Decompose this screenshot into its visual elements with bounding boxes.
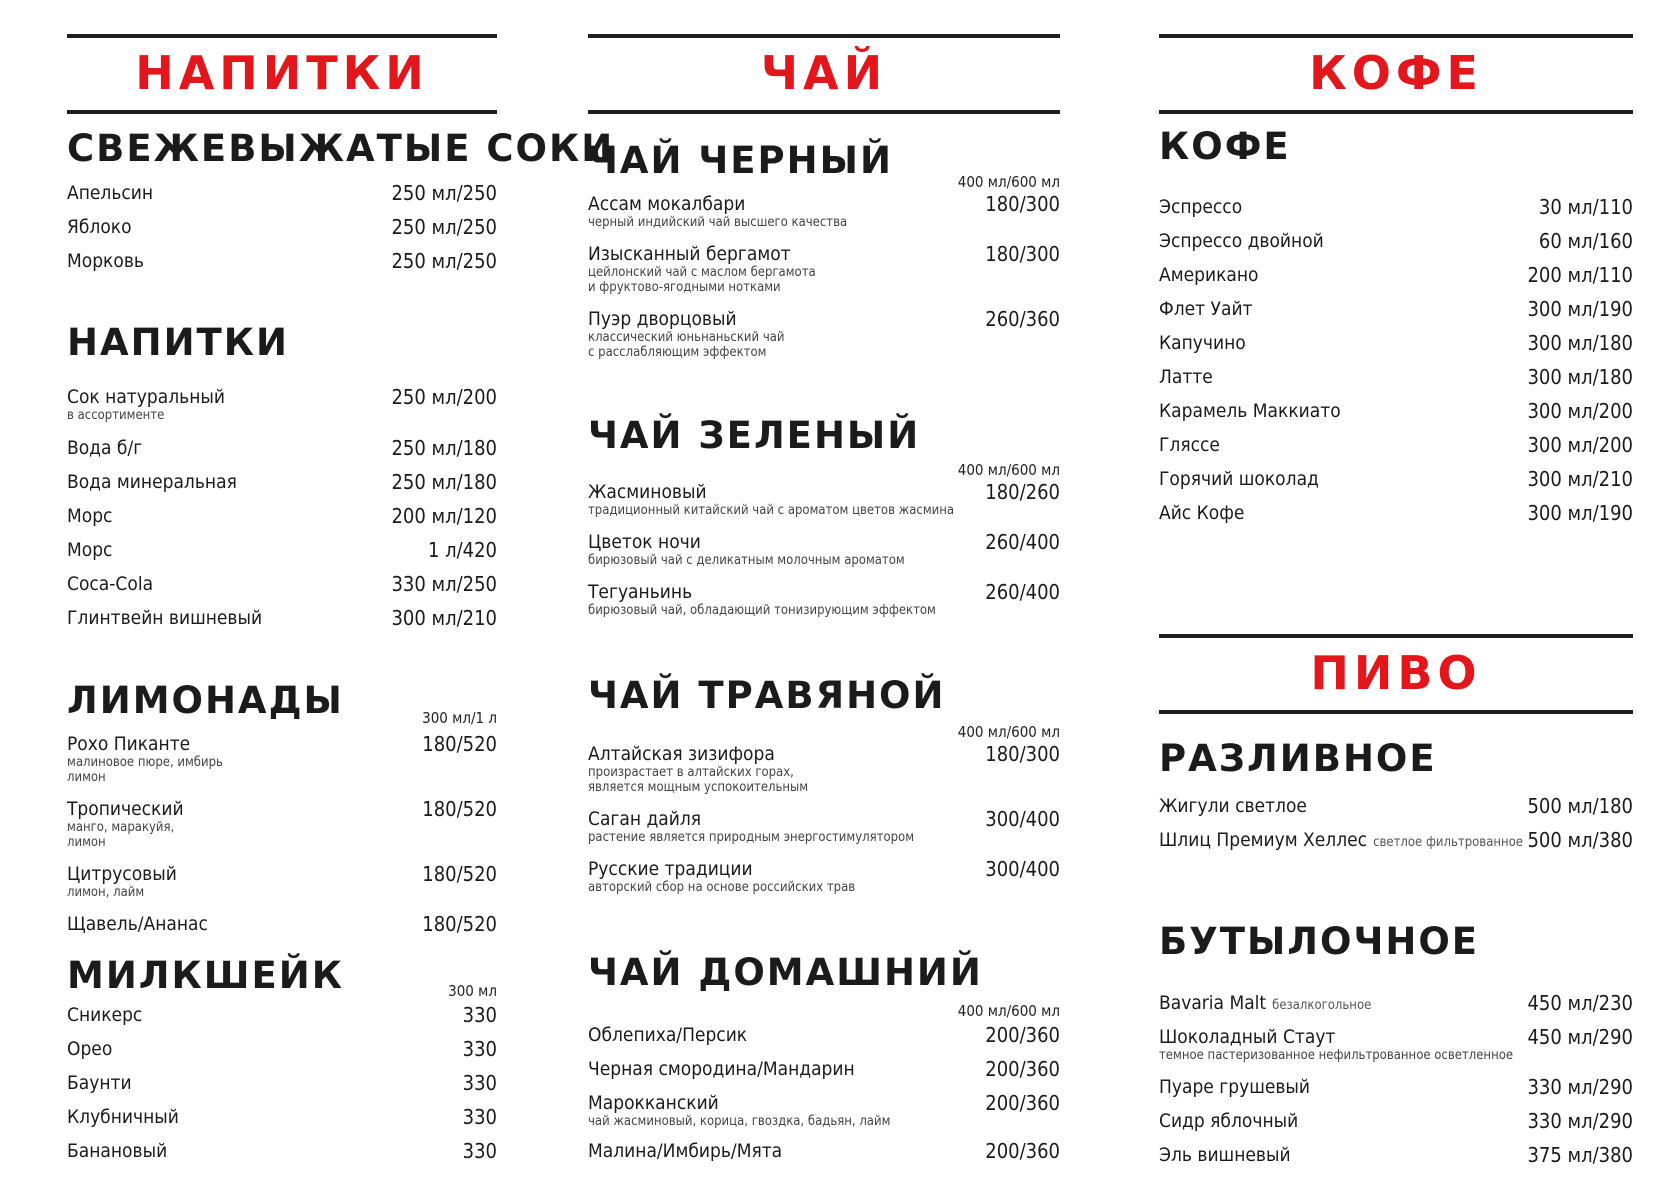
banner-tea [588,34,1060,114]
section-title-draft-beer: РАЗЛИВНОЕ [1159,737,1437,780]
menu-item [67,1004,497,1026]
menu-item [1159,829,1633,854]
menu-item [588,1058,1060,1080]
item-description: бирюзовый чай, обладающий тонизирующим эффектом [588,603,936,618]
size-header: 300 мл [448,982,497,1000]
item-price: 180/520 [422,797,497,821]
item-name: Coca-Cola [67,573,154,595]
item-name: Рохо Пиканте [67,733,191,755]
item-price: 375 мл/380 [1527,1143,1633,1167]
item-name-text: Bavaria Malt [1159,992,1267,1014]
item-price: 200 мл/110 [1527,263,1633,287]
item-price: 300 мл/210 [391,606,497,630]
item-name: Малина/Имбирь/Мята [588,1140,783,1162]
item-price: 330 [462,1139,497,1163]
item-price: 330 мл/250 [391,572,497,596]
item-price: 250 мл/200 [391,385,497,409]
size-header: 400 мл/600 мл [957,173,1060,191]
section-title-drinks: НАПИТКИ [67,321,289,364]
item-price: 180/300 [985,742,1060,766]
item-description: классический юньнаньский чай [588,330,785,345]
item-name: Тропический [67,798,184,820]
item-description: бирюзовый чай с деликатным молочным ароматом [588,553,905,568]
menu-item [588,1092,1060,1129]
banner-title: ЧАЙ [760,46,888,100]
menu-item [1159,502,1633,524]
item-price: 200/360 [985,1139,1060,1163]
item-price: 180/520 [422,912,497,936]
banner-drinks [67,34,497,114]
item-price: 180/520 [422,732,497,756]
item-price: 300 мл/180 [1527,331,1633,355]
banner-beer [1159,634,1633,714]
menu-item [1159,1110,1633,1132]
section-title-green-tea: ЧАЙ ЗЕЛЕНЫЙ [588,414,921,457]
menu-item [1159,468,1633,490]
item-price: 200 мл/120 [391,504,497,528]
menu-item [588,858,1060,895]
item-description: лимон [67,835,106,850]
item-price: 180/260 [985,480,1060,504]
item-name: Банановый [67,1140,168,1162]
item-price: 180/520 [422,862,497,886]
item-description: черный индийский чай высшего качества [588,215,848,230]
menu-item [67,1072,497,1094]
menu-item [588,243,1060,295]
item-price: 300/400 [985,857,1060,881]
item-description: лимон, лайм [67,885,145,900]
menu-item [588,581,1060,618]
item-name: Цитрусовый [67,863,177,885]
section-title-coffee: КОФЕ [1159,125,1291,168]
item-price: 330 [462,1071,497,1095]
menu-item [588,308,1060,360]
menu-item [67,505,497,527]
banner-rule-top [67,34,497,38]
menu-item [67,913,497,935]
item-name: Эспрессо [1159,196,1243,218]
item-price: 200/360 [985,1091,1060,1115]
item-description: в ассортименте [67,408,165,423]
item-description: цейлонский чай с маслом бергамота [588,265,816,280]
item-name: Капучино [1159,332,1246,354]
menu-item [67,1038,497,1060]
menu-item [1159,992,1633,1017]
item-name: Пуэр дворцовый [588,308,737,330]
item-name: Цветок ночи [588,531,701,553]
menu-item [1159,795,1633,817]
item-price: 450 мл/290 [1527,1025,1633,1049]
section-title-milkshake: МИЛКШЕЙК [67,954,344,997]
item-price: 300 мл/200 [1527,399,1633,423]
menu-item [67,250,497,272]
item-price: 200/360 [985,1023,1060,1047]
item-price: 250 мл/250 [391,249,497,273]
item-name: Жасминовый [588,481,707,503]
banner-title: НАПИТКИ [135,46,429,100]
item-name: Щавель/Ананас [67,913,208,935]
menu-item [1159,298,1633,320]
item-name: Орео [67,1038,113,1060]
menu-item [588,481,1060,518]
section-title-bottled-beer: БУТЫЛОЧНОЕ [1159,920,1480,963]
item-description: авторский сбор на основе российских трав [588,880,856,895]
item-price: 300 мл/180 [1527,365,1633,389]
item-name: Саган дайля [588,808,702,830]
item-price: 30 мл/110 [1538,195,1633,219]
item-name-text: Шлиц Премиум Хеллес [1159,829,1368,851]
banner-coffee [1159,34,1633,114]
item-name: Жигули светлое [1159,795,1307,817]
menu-item [588,531,1060,568]
menu-item [67,386,497,423]
menu-item [67,539,497,561]
size-header: 400 мл/600 мл [957,461,1060,479]
item-description: лимон [67,770,106,785]
item-price: 300/400 [985,807,1060,831]
item-price: 300 мл/190 [1527,501,1633,525]
item-description: чай жасминовый, корица, гвоздка, бадьян, лайм [588,1114,891,1129]
item-name: Изысканный бергамот [588,243,791,265]
item-price: 330 мл/290 [1527,1109,1633,1133]
item-price: 300 мл/210 [1527,467,1633,491]
menu-item [1159,366,1633,388]
item-name: Сок натуральный [67,386,225,408]
menu-item [67,1140,497,1162]
item-name: Тегуаньинь [588,581,693,603]
banner-title: ПИВО [1310,646,1482,700]
item-name: Эль вишневый [1159,1144,1291,1166]
item-name: Флет Уайт [1159,298,1253,320]
item-description: и фруктово-ягодными нотками [588,280,781,295]
item-description: манго, маракуйя, [67,820,175,835]
size-header: 400 мл/600 мл [957,1002,1060,1020]
size-header: 300 мл/1 л [422,709,497,727]
banner-rule-bottom [1159,710,1633,714]
item-name: Сидр яблочный [1159,1110,1299,1132]
item-name: Облепиха/Персик [588,1024,748,1046]
menu-item [1159,264,1633,286]
section-title-home-tea: ЧАЙ ДОМАШНИЙ [588,951,983,994]
section-title-juices: СВЕЖЕВЫЖАТЫЕ СОКИ [67,127,615,170]
item-name: Ассам мокалбари [588,193,746,215]
menu-item [1159,434,1633,456]
item-description: традиционный китайский чай с ароматом цветов жасмина [588,503,955,518]
banner-rule-bottom [67,110,497,114]
menu-item [67,182,497,204]
item-name: Айс Кофе [1159,502,1245,524]
item-name: Гляссе [1159,434,1220,456]
item-description: малиновое пюре, имбирь [67,755,223,770]
item-price: 330 [462,1003,497,1027]
banner-rule-top [1159,634,1633,638]
item-note: безалкогольное [1272,998,1372,1013]
item-name: Морс [67,539,113,561]
item-price: 500 мл/180 [1527,794,1633,818]
item-name: Вода минеральная [67,471,237,493]
item-price: 250 мл/250 [391,181,497,205]
menu-item [1159,1144,1633,1166]
item-name: Баунти [67,1072,132,1094]
item-description: является мощным успокоительным [588,780,809,795]
menu-item [588,743,1060,795]
item-price: 330 [462,1105,497,1129]
menu-item [67,216,497,238]
item-name: Клубничный [67,1106,179,1128]
banner-rule-bottom [588,110,1060,114]
item-name: Алтайская зизифора [588,743,775,765]
banner-rule-bottom [1159,110,1633,114]
banner-title: КОФЕ [1309,46,1483,100]
banner-rule-top [588,34,1060,38]
item-price: 60 мл/160 [1538,229,1633,253]
item-name: Пуаре грушевый [1159,1076,1311,1098]
menu-item [588,193,1060,230]
menu-item [1159,1076,1633,1098]
menu-item [67,607,497,629]
item-note: светлое фильтрованное [1373,835,1524,850]
item-name: Эспрессо двойной [1159,230,1324,252]
item-description: произрастает в алтайских горах, [588,765,794,780]
item-price: 260/400 [985,530,1060,554]
item-price: 180/300 [985,242,1060,266]
banner-rule-top [1159,34,1633,38]
item-price: 260/400 [985,580,1060,604]
item-price: 250 мл/180 [391,436,497,460]
menu-item [67,471,497,493]
item-name: Глинтвейн вишневый [67,607,263,629]
item-name: Морковь [67,250,144,272]
item-name: Американо [1159,264,1259,286]
item-price: 300 мл/200 [1527,433,1633,457]
item-price: 500 мл/380 [1527,828,1633,852]
item-price: 200/360 [985,1057,1060,1081]
menu-item [67,863,497,900]
item-description: растение является природным энергостимулятором [588,830,915,845]
size-header: 400 мл/600 мл [957,723,1060,741]
menu-item [67,573,497,595]
item-price: 330 мл/290 [1527,1075,1633,1099]
item-price: 260/360 [985,307,1060,331]
item-name: Яблоко [67,216,132,238]
item-name: Морс [67,505,113,527]
menu-item [67,798,497,850]
menu-item [1159,230,1633,252]
menu-item [1159,332,1633,354]
menu-item [1159,196,1633,218]
item-name: Вода б/г [67,437,143,459]
section-title-herbal-tea: ЧАЙ ТРАВЯНОЙ [588,674,946,717]
item-name: Марокканский [588,1092,719,1114]
item-price: 300 мл/190 [1527,297,1633,321]
item-name: Сникерс [67,1004,143,1026]
item-name: Черная смородина/Мандарин [588,1058,855,1080]
item-name: Апельсин [67,182,154,204]
item-name: Русские традиции [588,858,753,880]
section-title-black-tea: ЧАЙ ЧЕРНЫЙ [588,139,893,182]
menu-item [67,733,497,785]
item-description: темное пастеризованное нефильтрованное осветленное [1159,1048,1514,1063]
menu-item [588,1024,1060,1046]
menu-item [1159,1026,1633,1063]
item-description: с расслабляющим эффектом [588,345,767,360]
menu-item [1159,400,1633,422]
menu-item [588,1140,1060,1162]
item-price: 330 [462,1037,497,1061]
item-price: 180/300 [985,192,1060,216]
menu-item [588,808,1060,845]
item-name: Шоколадный Стаут [1159,1026,1336,1048]
menu-item [67,437,497,459]
section-title-lemonades: ЛИМОНАДЫ [67,679,344,722]
menu-item [67,1106,497,1128]
item-name: Горячий шоколад [1159,468,1319,490]
item-name: Латте [1159,366,1213,388]
item-price: 250 мл/180 [391,470,497,494]
item-price: 250 мл/250 [391,215,497,239]
item-name: Карамель Маккиато [1159,400,1341,422]
item-price: 1 л/420 [427,538,497,562]
item-price: 450 мл/230 [1527,991,1633,1015]
